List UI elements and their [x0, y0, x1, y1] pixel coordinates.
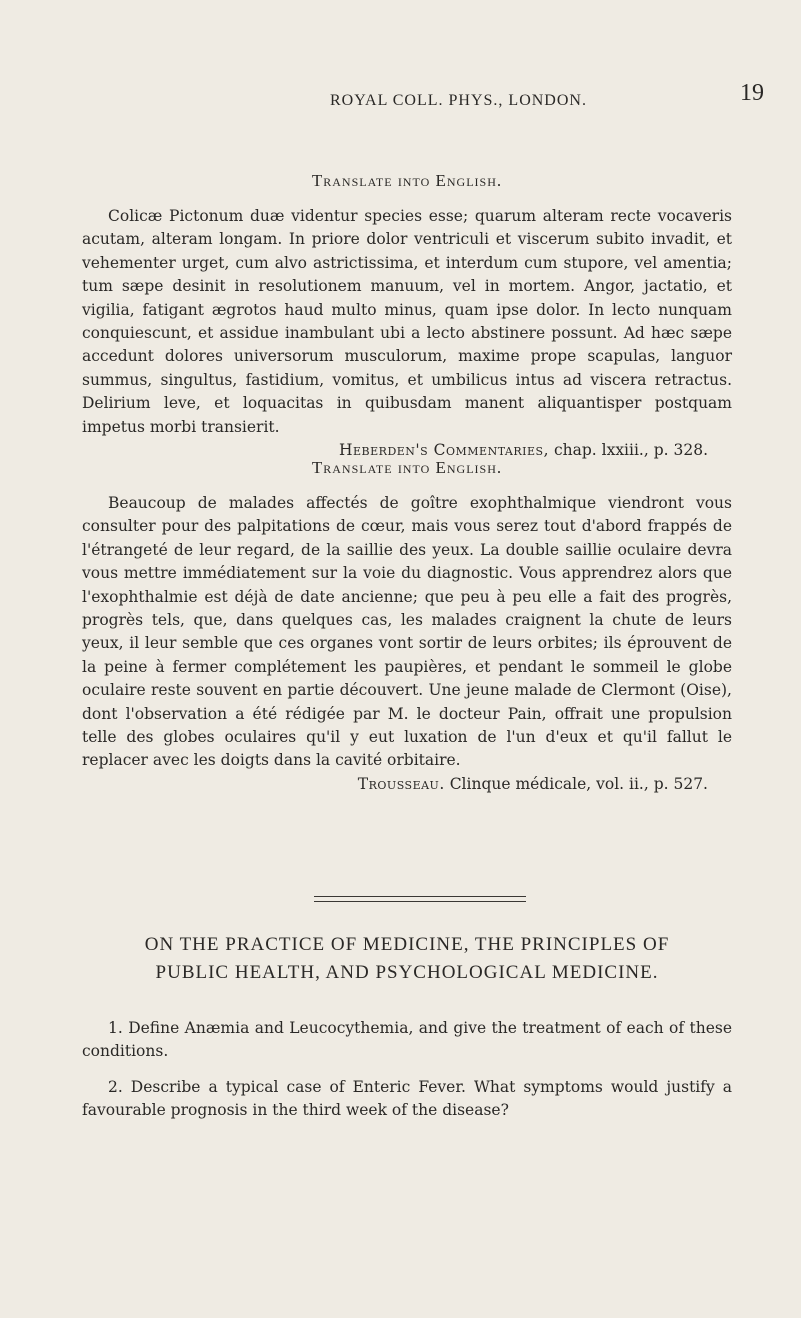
citation	[82, 775, 732, 793]
questions-list	[82, 1017, 732, 1123]
section-heading: Translate into English.	[311, 458, 503, 477]
citation-rest: Clinque médicale, vol. ii., p. 527.	[449, 774, 708, 793]
divider-line	[314, 901, 526, 902]
french-passage: Beaucoup de malades affectés de goître exophthalmique viendront vous consulter pour des palpitations de cœur, mais vous serez tout d'abord frappés de l'étrangeté de leur regard, de la saillie des yeux. La double saillie oculaire devra vous mettre immédiatement sur la voie du diagnostic. Vous apprendrez alors que l'exophthalmie est déjà de date ancienne; que peu à peu elle a fait des progrès, progrès tels, que, dans quelques cas, les malades craignent la chute de leurs yeux, il leur semble que ces organes vont sortir de leurs orbites; ils éprouvent de la peine à fermer complétement les paupières, et pendant le sommeil le globe oculaire reste souvent en partie découvert. Une jeune malade de Clermont (Oise), dont l'observation a été rédigée par M. le docteur Pain, offrait une propulsion telle des globes oculaires qu'il y eut luxation de l'un d'eux et qu'il fallut le replacer avec les doigts dans la cavité orbitaire.	[82, 494, 732, 770]
citation-rest: chap. lxxiii., p. 328.	[553, 441, 708, 460]
section-title-line: PUBLIC HEALTH, AND PSYCHOLOGICAL MEDICINE.	[155, 962, 659, 983]
running-head-text: ROYAL COLL. PHYS., LONDON.	[330, 92, 587, 109]
latin-passage: Colicæ Pictonum duæ videntur species esse; quarum alteram recte vocaveris acutam, alteram longam. In priore dolor ventriculi et viscerum subito invadit, et vehementer urget, cum alvo astrictissima, et interdum cum stupore, vel amentia; tum sæpe desinit in resolutionem manuum, vel in mortem. Angor, jactatio, et vigilia, fatigant ægrotos haud multo minus, quam ipse dolor. In lecto nunquam conquiescunt, et assidue inambulant ubi a lecto abstinere possunt. Ad hæc sæpe accedunt dolores universorum musculorum, maxime prope scapulas, languor summus, singultus, fastidium, vomitus, et umbilicus intus ad viscera retractus. Delirium leve, et loquacitas in quibusdam manent aliquantisper postquam impetus morbi transierit.	[82, 207, 732, 436]
question-item: 1. Define Anæmia and Leucocythemia, and give the treatment of each of these conditions.	[82, 1019, 732, 1061]
divider-line	[314, 896, 526, 897]
citation	[82, 441, 732, 459]
citation-author: Heberden's Commentaries,	[339, 441, 549, 460]
page-number: 19	[740, 80, 764, 106]
citation-author: Trousseau.	[357, 774, 445, 793]
section-title	[82, 931, 732, 987]
section-title-line: ON THE PRACTICE OF MEDICINE, THE PRINCIPLES OF	[144, 934, 670, 955]
latin-section	[82, 171, 732, 459]
section-divider	[0, 896, 801, 906]
question-item: 2. Describe a typical case of Enteric Fever. What symptoms would justify a favourable prognosis in the third week of the disease?	[82, 1077, 732, 1120]
section-heading: Translate into English.	[311, 171, 503, 190]
french-section	[82, 458, 732, 793]
